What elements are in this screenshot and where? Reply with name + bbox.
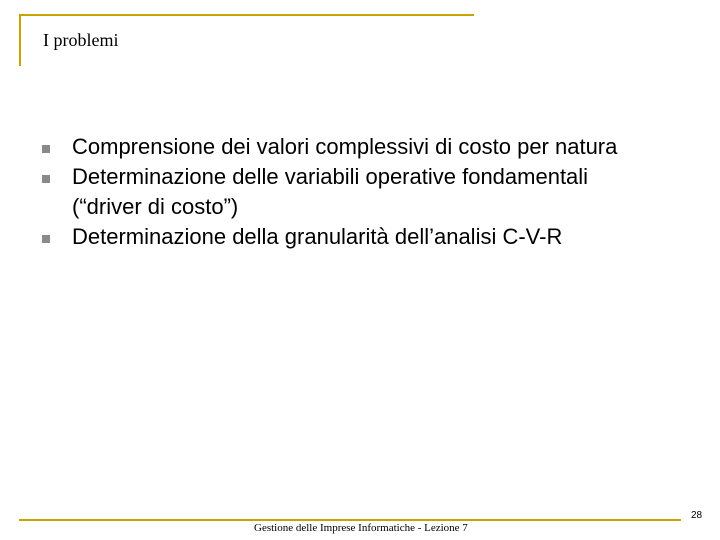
list-item <box>42 132 682 162</box>
bullet-list <box>42 132 682 252</box>
bullet-text: Comprensione dei valori complessivi di costo per natura <box>72 134 618 159</box>
square-bullet-icon <box>42 145 50 153</box>
square-bullet-icon <box>42 235 50 243</box>
footer-rule <box>19 519 681 521</box>
square-bullet-icon <box>42 175 50 183</box>
title-left-rule <box>19 14 21 66</box>
bullet-text: Determinazione della granularità dell’analisi C-V-R <box>72 224 563 249</box>
list-item <box>42 222 682 252</box>
title-top-rule <box>19 14 474 16</box>
footer-text: Gestione delle Imprese Informatiche - Lezione 7 <box>254 522 468 534</box>
slide-title: I problemi <box>43 30 119 50</box>
page-number: 28 <box>691 510 703 521</box>
bullet-text: Determinazione delle variabili operative fondamentali (“driver di costo”) <box>72 164 589 219</box>
list-item <box>42 162 682 222</box>
